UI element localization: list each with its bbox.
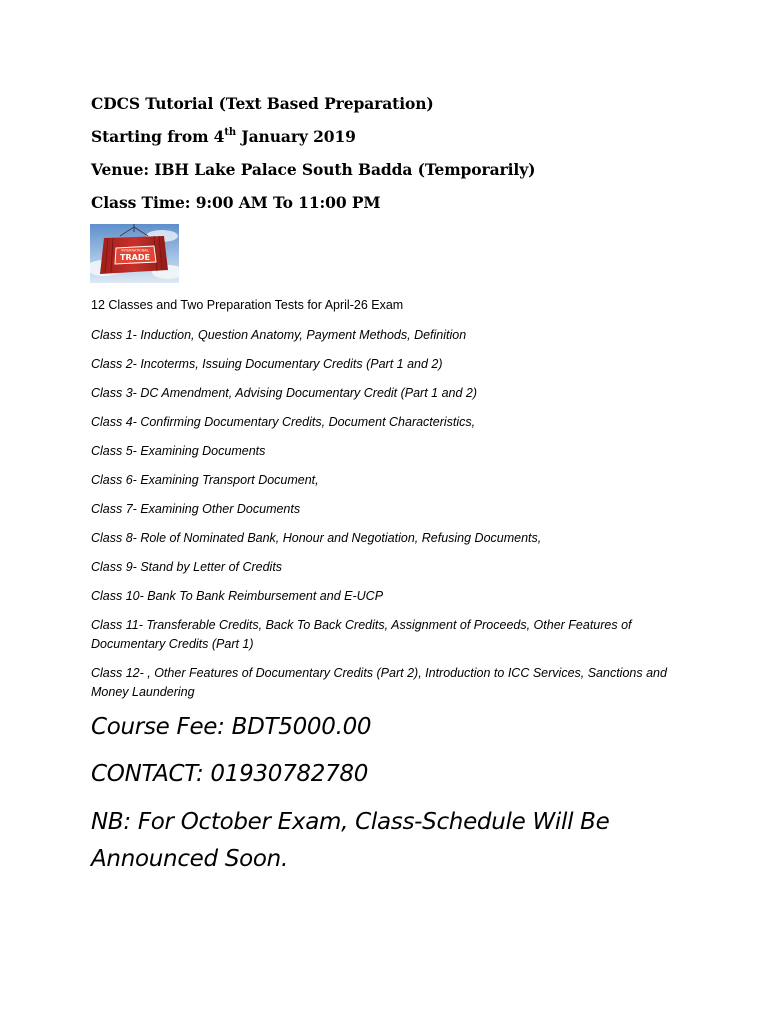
course-fee: Course Fee: BDT5000.00	[91, 714, 372, 740]
start-date-superscript: th	[224, 126, 237, 138]
venue: Venue: IBH Lake Palace South Badda (Temporarily)	[91, 160, 536, 179]
start-date-suffix: January 2019	[236, 127, 356, 146]
class-item-6: Class 6- Examining Transport Document,	[91, 473, 319, 487]
contact-number: CONTACT: 01930782780	[91, 761, 369, 787]
class-item-12: Class 12- , Other Features of Documentary Credits (Part 2), Introduction to ICC Services, Sanctions and Money Laundering	[91, 666, 667, 699]
start-date-prefix: Starting from 4	[91, 127, 225, 146]
class-item-8: Class 8- Role of Nominated Bank, Honour and Negotiation, Refusing Documents,	[91, 531, 542, 545]
class-item-7: Class 7- Examining Other Documents	[91, 502, 301, 516]
tutorial-title: CDCS Tutorial (Text Based Preparation)	[91, 94, 434, 113]
start-date	[91, 127, 356, 147]
class-item-3: Class 3- DC Amendment, Advising Documentary Credit (Part 1 and 2)	[91, 386, 478, 400]
classes-intro: 12 Classes and Two Preparation Tests for April-26 Exam	[91, 298, 404, 312]
class-item-1: Class 1- Induction, Question Anatomy, Payment Methods, Definition	[91, 328, 467, 342]
class-item-11: Class 11- Transferable Credits, Back To Back Credits, Assignment of Proceeds, Other Features of Documentary Credits (Part 1)	[91, 618, 632, 651]
class-item-10: Class 10- Bank To Bank Reimbursement and E-UCP	[91, 589, 384, 603]
sign-trade-text: TRADE	[120, 253, 150, 262]
trade-container-image	[90, 224, 179, 283]
class-item-2: Class 2- Incoterms, Issuing Documentary Credits (Part 1 and 2)	[91, 357, 443, 371]
class-list	[91, 326, 671, 712]
class-time: Class Time: 9:00 AM To 11:00 PM	[91, 193, 381, 212]
class-item-5: Class 5- Examining Documents	[91, 444, 266, 458]
october-exam-note: NB: For October Exam, Class-Schedule Will Be Announced Soon.	[91, 809, 610, 872]
sign-small-text: INTERNATIONAL	[121, 248, 149, 253]
class-item-9: Class 9- Stand by Letter of Credits	[91, 560, 283, 574]
class-item-4: Class 4- Confirming Documentary Credits, Document Characteristics,	[91, 415, 476, 429]
